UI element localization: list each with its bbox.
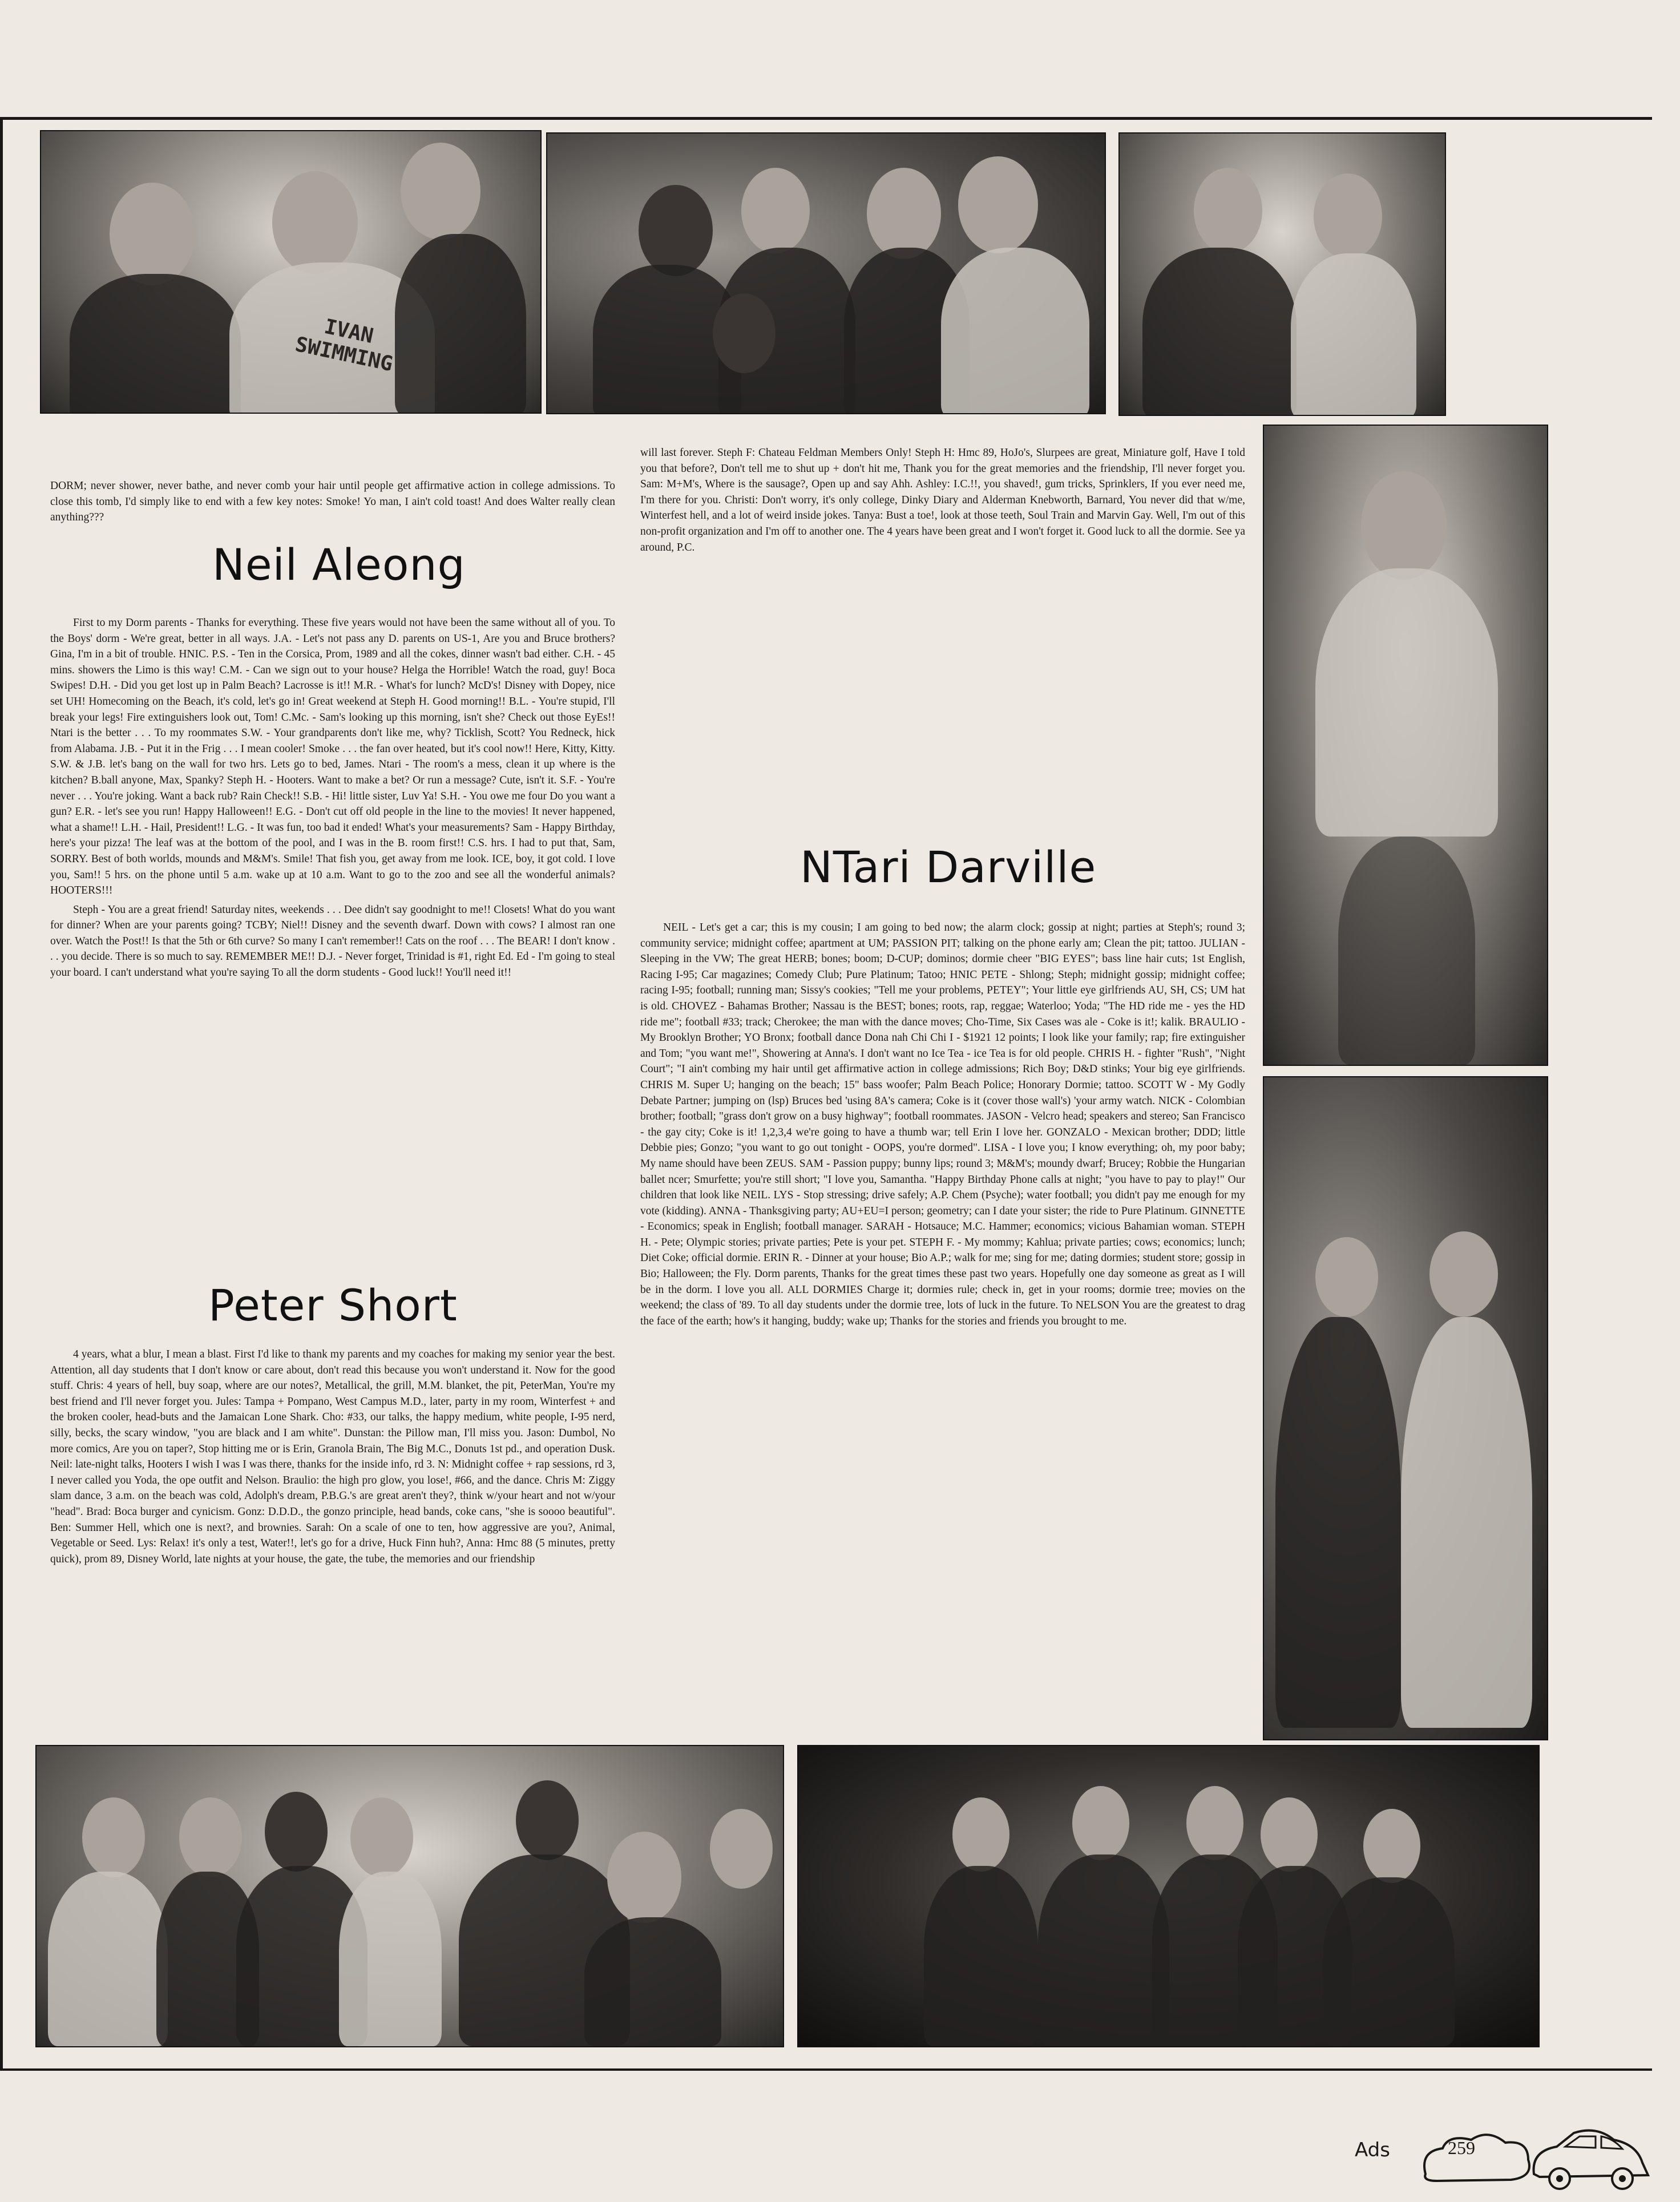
- intro-paragraph: DORM; never shower, never bathe, and never comb your hair until people get affirmative action in college admissions. To close this tomb, I'd simply like to end with a few key notes: Smoke! Yo man, I ain't cold toast! And does Walter really clean anything???: [50, 480, 615, 524]
- photo-formal-group: [35, 1745, 784, 2047]
- photo-dorm-group: [546, 132, 1106, 414]
- heading-peter-short: Peter Short: [208, 1280, 458, 1331]
- peter-continued-paragraph: will last forever. Steph F: Chateau Feldman Members Only! Steph H: Hmc 89, HoJo's, Slurpees are great, Miniature golf, Have I told you that before?, Don't tell me to shut up + don't hit me, Thank you for the great memories and the friendship, I'll never forget you. Sam: M+M's, Where is the sausage?, Open up and say Ahh. Ashley: I.C.!!, you shaved!, gum tricks, Sprinklers, If you ever need me, I'm there for you. Christi: Don't worry, it's only college, Dinky Diary and Alderman Knebworth, Barnard, You never did that w/me, Winterfest hell, and a lot of weird inside jokes. Tanya: Bust a toe!, look at those teeth, Soul Train and Marvin Gay. Well, I'm out of this non-profit organization and I'm off to another one. The 4 years have been great and I won't forget it. Good luck to all the dormie. See ya around, P.C.: [640, 447, 1245, 553]
- peter-paragraph-1: 4 years, what a blur, I mean a blast. First I'd like to thank my parents and my coaches for making my senior year the best. Attention, all day students that I don't know or care about, don't read this because you won't understand it. Now for the good stuff. Chris: 4 years of hell, buy soap, where are our notes?, Metallical, the grill, M.M. blanket, the pit, PeterMan, You're my best friend and I'll never forget you. Jules: Tampa + Pompano, West Campus M.D., later, party in my room, Winterfest + and the broken cooler, head-buts and the Jamaican Lone Shark. Cho: #33, our talks, the happy medium, white people, I-95 nerd, silly, becks, the scary window, "you are black and I am white". Dunstan: the Pillow man, I'll miss you. Jason: Dumbol, No more comics, Are you on taper?, Stop hitting me or is Erin, Granola Brain, The Big M.C., Donuts 1st pd., and operation Dusk. Neil: late-night talks, Hooters I wish I was I was there, thanks for the inside info, rd 3. N: Midnight coffee + rap sessions, rd 3, I never called you Yoda, the ope outfit and Nelson. Braulio: the high pro glow, you lose!, #66, and the dance. Chris M: Ziggy slam dance, 3 a.m. on the beach was cold, Adolph's dream, P.B.G.'s are great aren't they?, think w/your heart and not w/your "head". Brad: Boca burger and cynicism. Gonz: D.D.D., the gonzo principle, head bands, coke cans, "she is soooo beautiful". Ben: Summer Hell, which one is next?, and brownies. Sarah: On a scale of one to ten, how aggressive are you?, Animal, Vegetable or Seed. Lys: Relax! it's only a test, Water!!, let's go for a drive, Huck Finn huh?, Anna: Hmc 88 (5 minutes, pretty quick), prom 89, Disney World, late nights at your house, the gate, the tube, the memories and our friendship: [50, 1348, 615, 1565]
- peter-text-block: [50, 1347, 615, 1570]
- intro-text-block: [50, 478, 615, 529]
- top-rule: [0, 117, 1652, 120]
- ntari-text-block: [640, 920, 1245, 1332]
- photo-ntari-standing: [1263, 425, 1548, 1066]
- page-number: 259: [1448, 2138, 1475, 2158]
- heading-neil-aleong: Neil Aleong: [212, 539, 466, 590]
- left-rule: [0, 117, 3, 2068]
- footer-section-label: Ads: [1355, 2139, 1390, 2161]
- heading-ntari-darville: NTari Darville: [800, 842, 1097, 892]
- neil-text-block: [50, 615, 615, 984]
- photo-tuxedo-group: [797, 1745, 1540, 2047]
- peter-continued-block: [640, 445, 1245, 559]
- shirt-text-ivan-swimming: IVAN SWIMMING: [293, 314, 395, 377]
- photo-dorm-boys-three: [40, 130, 542, 414]
- photo-two-boys: [1118, 132, 1446, 416]
- photo-two-students-outdoors: [1263, 1076, 1548, 1740]
- ntari-paragraph-1: NEIL - Let's get a car; this is my cousin; I am going to bed now; the alarm clock; gossip at night; parties at Steph's; round 3; community service; midnight coffee; apartment at UM; PASSION PIT; talking on the phone early am; Clean the pit; tattoo. JULIAN - Sleeping in the VW; The great HERB; bones; boom; D-CUP; dominos; dormie cheer "BIG EYES"; bass line hair cuts; 1st English, Racing I-95; Car magazines; Comedy Club; Pure Platinum; Tatoo; HNIC PETE - Shlong; Steph; midnight gossip; midnight coffee; racing I-95; football; running man; Sissy's cookies; "Tell me your problems, PETEY"; Your little eye girlfriends AU, SH, CS; UM hat is old. CHOVEZ - Bahamas Brother; Nassau is the BEST; bones; roots, rap, reggae; Waterloo; Yoda; "The HD ride me - yes the HD ride me"; football #33; track; Cherokee; the man with the dance moves; Cho-Time, Six Cases was ale - Coke is it!; kalik. BRAULIO - My Brooklyn Brother; YO Bronx; football dance Dona nah Chi Chi I - $1921 12 points; I look like your family; rap; fire extinguisher and Tom; "you want me!", Showering at Anna's. I don't want no Ice Tea - ice Tea is for old people. CHRIS H. - fighter "Rush", "Night Court"; "I ain't combing my hair until get affirmative action in college admissions; Rich Boy; D&D stinks; Your big eye girlfriends. CHRIS M. Super U; hanging on the beach; 15" bass woofer; Palm Beach Police; Honorary Dormie; tattoo. SCOTT W - My Godly Debate Partner; jumping on (lsp) Bruces bed 'using 8A's camera; Coke is it (cover those wall's) 'your army watch. NICK - Colombian brother; football; "grass don't grow on a busy highway"; football roommates. JASON - Velcro head; speakers and stereo; San Francisco - the gay city; Coke is it! 1,2,3,4 we're going to have a thumb war; tell Erin I love her. GONZALO - Mexican brother; DDD; little Debbie pies; Gonzo; "you want to go out tonight - OOPS, you're dormed". LISA - I love you; I know everything; oh, my poor baby; My name should have been ZEUS. SAM - Passion puppy; bunny lips; round 3; M&M's; moundy dwarf; Brucey; Robbie the Hungarian ballet ncer; Smurfette; you're still short; "I love you, Samantha. "Happy Birthday Phone calls at night; "you have to pay to play!" Our children that look like NEIL. LYS - Stop stressing; drive safely; A.P. Chem (Psyche); water football; you didn't pay me enough for my vote (kidding). ANNA - Thanksgiving party; AU+EU=I person; geometry; can I date your sister; the ride to Pure Platinum. GINNETTE - Economics; speak in English; football manager. SARAH - Hotsauce; M.C. Hammer; economics; vicious Bahamian woman. STEPH H. - Pete; Olympic stories; private parties; Pete is your pet. STEPH F. - My mommy; Kahlua; private parties; cows; economics; lunch; Diet Coke; official dormie. ERIN R. - Dinner at your house; Bio A.P.; walk for me; sing for me; dating dormies; student store; gossip in Bio; Halloween; the Fly. Dorm parents, Thanks for the great times these past two years. Hopefully one day someone as great as I will be in the dorm. I love you all. ALL DORMIES Charge it; dormies rule; check in, get in your rooms; dormie tree; movies on the weekend; the class of '89. To all day students under the dormie tree, lots of luck in the future. To NELSON You are the greatest to drag the face of the earth; how's it hanging, buddy; wake up; Thanks for the stories and friends you brought to me.: [640, 922, 1245, 1327]
- neil-paragraph-1: First to my Dorm parents - Thanks for everything. These five years would not have been the same without all of you. To the Boys' dorm - We're great, better in all ways. J.A. - Let's not pass any D. parents on US-1, Are you and Bruce brothers? Gina, I'm in a bit of trouble. HNIC. P.S. - Ten in the Corsica, Prom, 1989 and all the cokes, dinner wasn't bad either. C.H. - 45 mins. showers the Limo is this way! C.M. - Can we sign out to your house? Helga the Horrible! Watch the road, guy! Boca Swipes! D.H. - Did you get lost up in Palm Beach? Lacrosse is it!! M.R. - What's for lunch? McD's! Disney with Dopey, nice set UH! Homecoming on the Beach, it's cold, let's go in! Great weekend at Steph H. Good morning!! B.L. - You're stupid, I'll break your legs! Fire extinguishers look out, Tom! C.Mc. - Sam's looking up this morning, isn't she? Check out those EyEs!! Ntari is the better . . . To my roommates S.W. - Your grandparents don't like me, why? Ticklish, Scott? You Redneck, hick from Alabama. J.B. - Put it in the Frig . . . I mean cooler! Smoke . . . the fan over heated, but it's cool now!! Here, Kitty, Kitty. S.W. & J.B. let's bang on the wall for two hrs. Lets go to bed, James. Ntari - The room's a mess, clean it up where is the kitchen? B.ball anyone, Max, Spanky? Steph H. - Hooters. Want to make a bet? Or run a message? Cute, isn't it. S.F. - You're never . . . You're joking. Want a back rub? Rain Check!! S.B. - Hi! little sister, Luv Ya! S.H. - You owe me four Do you want a gun? E.R. - let's see you run! Happy Halloween!! E.G. - Don't cut off old people in the line to the movies! It never happened, what a shame!! L.H. - Hail, President!! L.G. - It was fun, too bad it ended! What's your measurements? Sam - Happy Birthday, here's your pizza! The leaf was at the bottom of the pool, and I was in the B. room first!! C.S. hrs. I had to put that, Sam, SORRY. Best of both worlds, mounds and M&M's. Smile! That fish you, get away from me look. ICE, boy, it got cold. I love you, Sam!! 5 hrs. on the phone until 5 a.m. wake up at 10 a.m. Want to go to the zoo and see all the wonderful animals? HOOTERS!!!: [50, 617, 615, 897]
- bottom-rule: [0, 2068, 1652, 2071]
- neil-paragraph-2: Steph - You are a great friend! Saturday nites, weekends . . . Dee didn't say goodnight to me!! Closets! What do you want for dinner? When are your parents going? TCBY; Niel!! Disney and the seventh dwarf. Down with cows? I almost ran one over. Watch the Post!! Is that the 5th or 6th curve? So many I can't remember!! Cats on the roof . . . The BEAR! I don't know . . . you decide. There is so much to say. REMEMBER ME!! D.J. - Never forget, Trinidad is #1, right Ed. Ed - I'm going to steal your board. I can't understand what you're saying To all the dorm students - Good luck!! You'll need it!!: [50, 903, 615, 979]
